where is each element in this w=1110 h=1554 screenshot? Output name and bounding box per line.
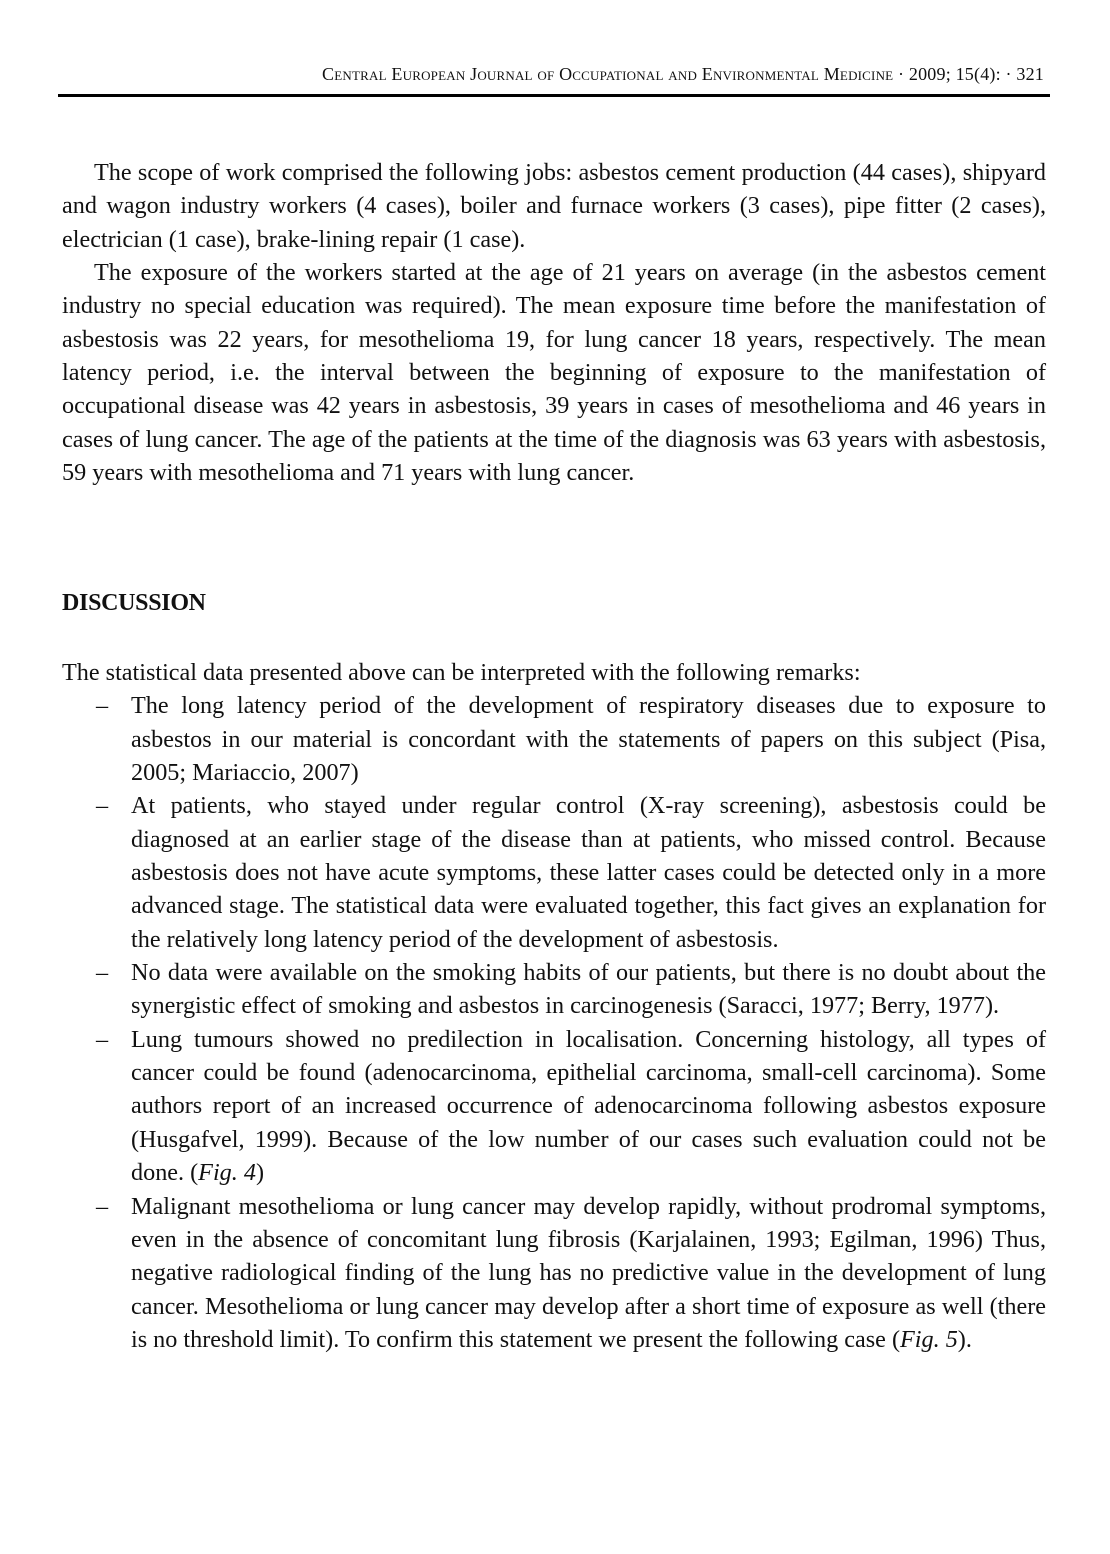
list-item [62, 789, 1046, 956]
citation-info: · 2009; 15(4): · 321 [898, 64, 1044, 84]
bullet-dash: – [96, 1192, 109, 1220]
discussion-lead: The statistical data presented above can be interpreted with the following remarks: [62, 659, 861, 686]
running-header [58, 62, 1050, 96]
list-item [62, 1190, 1046, 1357]
list-item-tail: ). [957, 1325, 972, 1353]
list-item-text: No data were available on the smoking habits of our patients, but there is no doubt about the synergistic effect of smoking and asbestos in carcinogenesis (Saracci, 1977; Berry, 1977). [131, 959, 1046, 1020]
section-heading-discussion: DISCUSSION [62, 590, 206, 616]
list-item [62, 689, 1046, 789]
list-item-text: Lung tumours showed no predilection in localisation. Concerning histology, all types of cancer could be found (adenocarcinoma, epithelial carcinoma, small-cell carcinoma). Some authors report of an increased occurrence of adenocarcinoma following asbestos exposure (Husgafvel, 1999). Because of the low number of our cases such evaluation could not be done. ( [131, 1025, 1046, 1187]
list-item [62, 956, 1046, 1023]
paragraph-jobs: The scope of work comprised the following jobs: asbestos cement production (44 cases), shipyard and wagon industry workers (4 cases), boiler and furnace workers (3 cases), pipe fitter (2 cases), electrician (1 case), brake-lining repair (1 case). [62, 159, 1046, 253]
results-section [62, 156, 1046, 489]
paragraph-exposure: The exposure of the workers started at the age of 21 years on average (in the asbestos cement industry no special education was required). The mean exposure time before the manifestation of asbestosis was 22 years, for mesothelioma 19, for lung cancer 18 years, respectively. The mean latency period, i.e. the interval between the beginning of exposure to the manifestation of occupational disease was 42 years in asbestosis, 39 years in cases of mesothelioma and 46 years in cases of lung cancer. The age of the patients at the time of the diagnosis was 63 years with asbestosis, 59 years with mesothelioma and 71 years with lung cancer. [62, 259, 1046, 487]
list-item [62, 1023, 1046, 1190]
bullet-dash: – [96, 692, 109, 720]
bullet-dash: – [96, 959, 109, 987]
journal-title: Central European Journal of Occupational and Environmental Medicine [322, 64, 894, 84]
figure-reference[interactable]: Fig. 5 [900, 1325, 958, 1353]
remarks-list [62, 689, 1046, 1356]
list-item-tail: ) [255, 1159, 265, 1187]
bullet-dash: – [96, 1025, 109, 1053]
figure-reference[interactable]: Fig. 4 [198, 1159, 256, 1187]
header-rule [58, 94, 1050, 97]
bullet-dash: – [96, 792, 109, 820]
list-item-text: At patients, who stayed under regular control (X-ray screening), asbestosis could be diagnosed at an earlier stage of the disease than at patients, who missed control. Because asbestosis does not have acute symptoms, these latter cases could be detected only in a more advanced stage. The statistical data were evaluated together, this fact gives an explanation for the relatively long latency period of the development of asbestosis. [131, 792, 1046, 953]
discussion-section [62, 656, 1046, 1356]
journal-header-text [322, 64, 1044, 85]
list-item-text: The long latency period of the development of respiratory diseases due to exposure to asbestos in our material is concordant with the statements of papers on this subject (Pisa, 2005; Mariaccio, 2007) [131, 692, 1046, 787]
list-item-text: Malignant mesothelioma or lung cancer may develop rapidly, without prodromal symptoms, even in the absence of concomitant lung fibrosis (Karjalainen, 1993; Egilman, 1996) Thus, negative radiological finding of the lung has no predictive value in the development of lung cancer. Mesothelioma or lung cancer may develop after a short time of exposure as well (there is no threshold limit). To confirm this statement we present the following case ( [131, 1192, 1046, 1353]
